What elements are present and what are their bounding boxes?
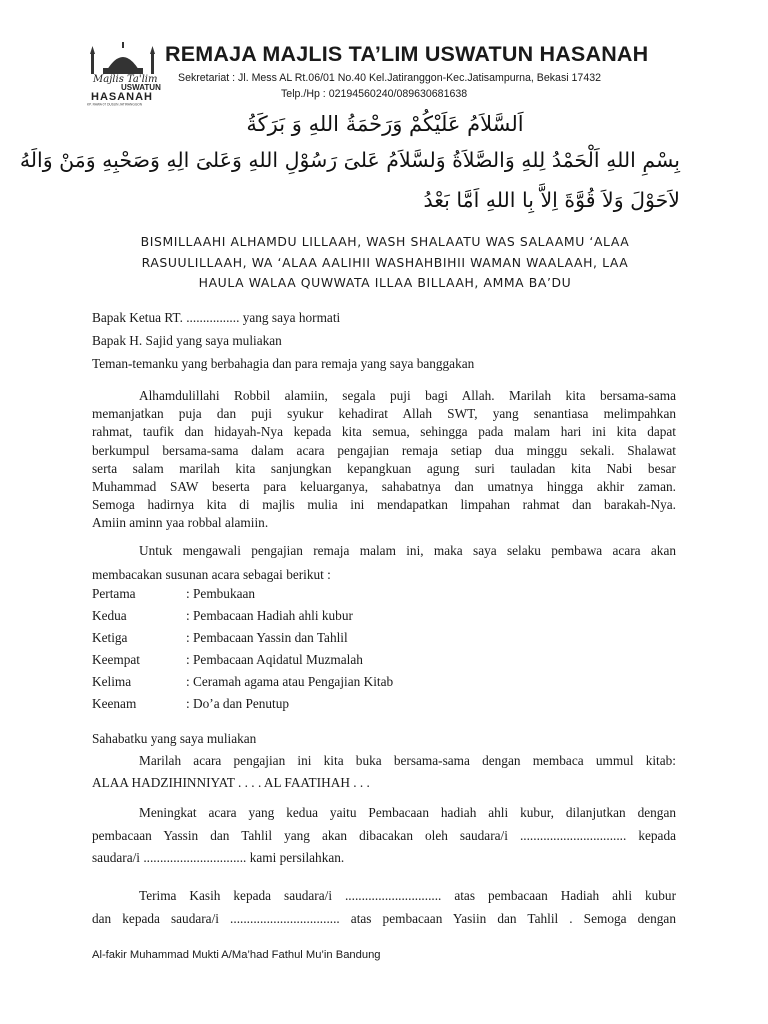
agenda-label: Kedua: [92, 608, 127, 623]
greeting-bapak-sajid: Bapak H. Sajid yang saya muliakan: [92, 333, 282, 348]
arabic-basmalah: بِسْمِ اللهِ اَلْحَمْدُ لِلهِ وَالصَّلاَةُ وَلسَّلاَمُ عَلىَ رَسُوْلِ اللهِ وَعَلىَ الِهِ وَصَحْبِهِ وَمَنْ وَالَهُ: [19, 148, 680, 172]
paragraph-line: rahmat, taufik dan hidayah-Nya kepada kita semua, sehingga pada malam hari ini kita dapat: [92, 424, 676, 440]
sahabat-line-2: ALAA HADZIHINNIYAT . . . . AL FAATIHAH . . .: [92, 775, 370, 790]
acara-kedua-line-1: Meningkat acara yang kedua yaitu Pembacaan hadiah ahli kubur, dilanjutkan dengan: [139, 805, 676, 820]
transliteration-line: BISMILLAAHI ALHAMDU LILLAAH, WASH SHALAATU WAS SALAAMU ‘ALAA: [140, 234, 630, 249]
terima-kasih-line-2: dan kepada saudara/i ................................. atas pembacaan Yasiin dan Tahlil . Semoga dengan: [92, 911, 676, 926]
paragraph-line: serta salam marilah kita sanjungkan kepangkuan agung suri tauladan kita Nabi besar: [92, 460, 676, 476]
sahabat-heading: Sahabatku yang saya muliakan: [92, 731, 257, 746]
organization-name: REMAJA MAJLIS TA’LIM USWATUN HASANAH: [165, 42, 649, 66]
arabic-hauqalah: لاَحَوْلَ وَلاَ قُوَّةَ اِلاَّ بِا اللهِ اَمَّا بَعْدُ: [423, 188, 680, 212]
sahabat-line-1: Marilah acara pengajian ini kita buka bersama-sama dengan membaca ummul kitab:: [139, 753, 676, 768]
agenda-label: Kelima: [92, 674, 132, 689]
agenda-value: : Pembacaan Yassin dan Tahlil: [186, 630, 348, 645]
logo-text-hasanah: HASANAH: [91, 91, 153, 103]
terima-kasih-line-1: Terima Kasih kepada saudara/i ............................. atas pembacaan Hadiah ahli kubur: [139, 888, 676, 903]
paragraph-line: Muhammad SAW beserta para keluarganya, sahabatnya dan umatnya hingga akhir zaman.: [92, 479, 676, 495]
intro-line-2: membacakan susunan acara sebagai berikut :: [92, 567, 331, 582]
logo-text-uswatun: USWATUN: [121, 83, 161, 92]
paragraph-line: berkumpul bersama-sama dalam acara pengajian remaja setiap dua minggu sekali. Shalawat: [92, 442, 676, 458]
agenda-label: Ketiga: [92, 630, 128, 645]
intro-line-1: Untuk mengawali pengajian remaja malam ini, maka saya selaku pembawa acara akan: [139, 543, 676, 558]
agenda-label: Keenam: [92, 696, 137, 711]
secretariat-address: Sekretariat : Jl. Mess AL Rt.06/01 No.40 Kel.Jatiranggon-Kec.Jatisampurna, Bekasi 17432: [178, 72, 601, 84]
agenda-label: Keempat: [92, 652, 140, 667]
logo-text-majlis: Majlis Ta'lim: [93, 74, 158, 85]
paragraph-line: Alhamdulillahi Robbil alamiin, segala puji bagi Allah. Marilah kita bersama-sama: [139, 388, 676, 403]
agenda-value: : Ceramah agama atau Pengajian Kitab: [186, 674, 394, 689]
acara-kedua-line-3: saudara/i ............................... kami persilahkan.: [92, 850, 345, 865]
telephone-numbers: Telp./Hp : 02194560240/089630681638: [281, 88, 468, 100]
transliteration-line: HAULA WALAA QUWWATA ILLAA BILLAAH, AMMA BA’DU: [198, 275, 572, 290]
paragraph-line: Semoga hadirnya kita di majlis mulia ini mendapatkan limpahan rahmat dan barakah-Nya.: [92, 497, 676, 513]
paragraph-line: Amiin aminn yaa robbal alamiin.: [92, 515, 269, 531]
greeting-ketua-rt: Bapak Ketua RT. ................ yang saya hormati: [92, 310, 341, 325]
majlis-logo: [85, 42, 163, 106]
footer-author: Al-fakir Muhammad Mukti A/Ma’had Fathul Mu’in Bandung: [92, 949, 381, 961]
agenda-value: : Pembacaan Hadiah ahli kubur: [186, 608, 353, 623]
greeting-teman: Teman-temanku yang berbahagia dan para remaja yang saya banggakan: [92, 356, 475, 371]
agenda-value: : Pembukaan: [186, 586, 256, 601]
agenda-label: Pertama: [92, 586, 136, 601]
logo-text-location: KP. RAWA 07 DUSUN JATIRANGGON: [87, 102, 143, 106]
paragraph-line: memanjatkan puja dan puji syukur kehadirat Allah SWT, yang senantiasa melimpahkan: [92, 406, 676, 422]
transliteration-line: RASUULILLAAH, WA ‘ALAA AALIHII WASHAHBIHII WAMAN WAALAAH, LAA: [141, 254, 629, 270]
acara-kedua-line-2: pembacaan Yassin dan Tahlil yang akan dibacakan oleh saudara/i ................................ kepada: [92, 828, 676, 843]
opening-paragraph: [92, 387, 676, 533]
agenda-value: : Do’a dan Penutup: [186, 696, 290, 711]
agenda-value: : Pembacaan Aqidatul Muzmalah: [186, 652, 363, 667]
arabic-salam: اَلسَّلاَمُ عَلَيْكُمْ وَرَحْمَةُ اللهِ وَ بَرَكَةُ: [246, 112, 524, 136]
transliteration: [90, 232, 680, 294]
